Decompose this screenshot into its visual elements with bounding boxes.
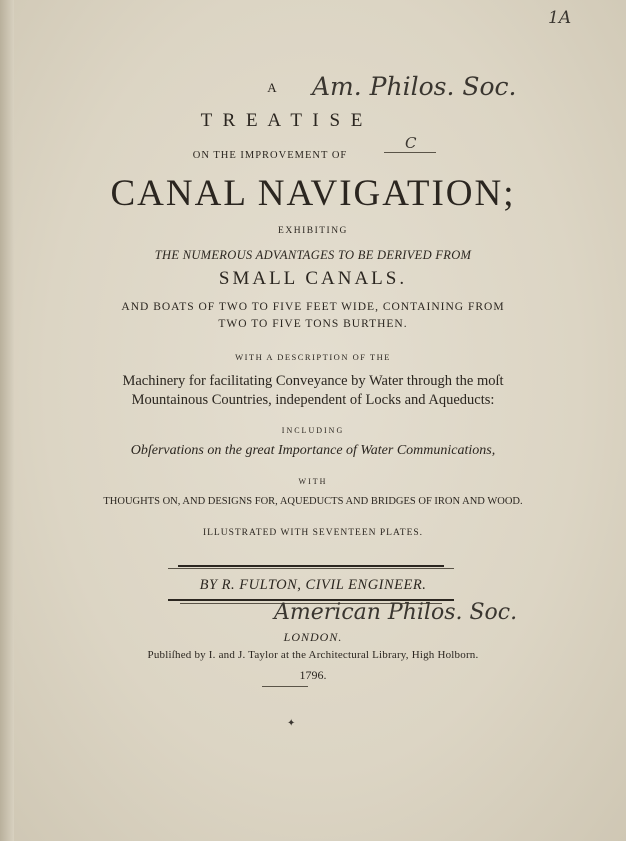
author-line: BY R. FULTON, CIVIL ENGINEER. bbox=[199, 577, 427, 593]
published-line: Publiſhed by I. and J. Taylor at the Architectural Library, High Holborn. bbox=[147, 649, 479, 661]
including-label: INCLUDING bbox=[281, 426, 345, 435]
thoughts-line: THOUGHTS ON, AND DESIGNS FOR, AQUEDUCTS AND BRIDGES OF IRON AND WOOD. bbox=[103, 496, 523, 507]
ornament-rule-1 bbox=[178, 565, 444, 567]
title-on-improvement: ON THE IMPROVEMENT OF bbox=[192, 150, 348, 161]
boats-line-2: TWO TO FIVE TONS BURTHEN. bbox=[218, 318, 408, 330]
corner-note: 1A bbox=[548, 8, 572, 28]
handwritten-society-mark-top: Am. Philos. Soc. bbox=[312, 72, 517, 101]
description-label: WITH A DESCRIPTION OF THE bbox=[235, 352, 391, 362]
printers-mark: ✦ bbox=[287, 718, 296, 729]
small-canals-line: SMALL CANALS. bbox=[218, 268, 408, 289]
illustrated-line: ILLUSTRATED WITH SEVENTEEN PLATES. bbox=[202, 528, 424, 538]
ornament-rule-1-thin bbox=[168, 568, 454, 569]
title-main: CANAL NAVIGATION; bbox=[110, 173, 516, 214]
machinery-line-1: Machinery for facilitating Conveyance by Water through the moſt bbox=[122, 373, 504, 389]
boats-line-1: AND BOATS OF TWO TO FIVE FEET WIDE, CONTAINING FROM bbox=[121, 301, 505, 313]
handwritten-c-mark: C bbox=[405, 134, 417, 152]
year-line: 1796. bbox=[299, 668, 327, 682]
with-label: WITH bbox=[298, 477, 328, 486]
advantages-line: THE NUMEROUS ADVANTAGES TO BE DERIVED FROM bbox=[154, 248, 472, 262]
title-treatise: T R E A T I S E bbox=[200, 110, 366, 131]
handwritten-society-mark-bottom: American Philos. Soc. bbox=[274, 600, 518, 625]
year-underline bbox=[262, 686, 308, 687]
machinery-line-2: Mountainous Countries, independent of Locks and Aqueducts: bbox=[131, 392, 495, 408]
observations-line: Obſervations on the great Importance of Water Communications, bbox=[130, 443, 496, 458]
london-line: LONDON. bbox=[283, 630, 343, 644]
exhibiting-label: EXHIBITING bbox=[278, 226, 348, 236]
title-a: A bbox=[267, 80, 277, 95]
